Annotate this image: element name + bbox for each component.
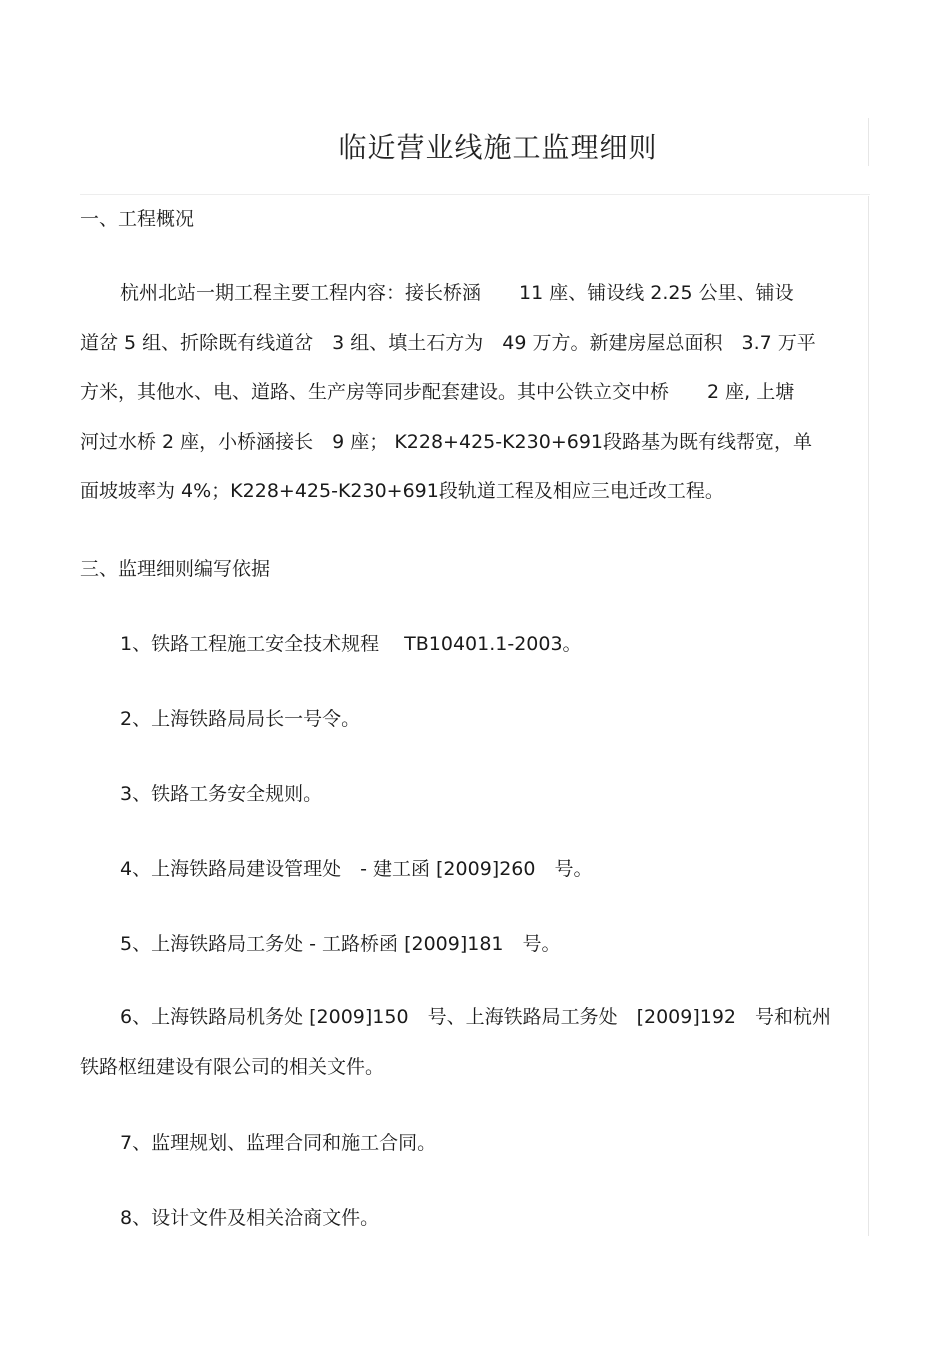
paragraph-line: 铁路枢纽建设有限公司的相关文件。 [80,1055,385,1078]
list-item: 3、铁路工务安全规则。 [120,783,323,805]
paragraph-line: 方米，其他水、电、道路、生产房等同步配套建设。其中公铁立交中桥 2 座, 上塘 [80,381,795,404]
paragraph-line: 6、上海铁路局机务处 [2009]150 号、上海铁路局工务处 [2009]192 号和杭州 [120,1006,832,1028]
list-item: 1、铁路工程施工安全技术规程 TB10401.1-2003。 [120,633,582,655]
header-divider [80,194,870,195]
list-item: 7、监理规划、监理合同和施工合同。 [120,1132,437,1154]
paragraph-line: 道岔 5 组、折除既有线道岔 3 组、填土石方为 49 万方。新建房屋总面积 3.7 万平 [80,331,816,354]
page-title: 临近营业线施工监理细则 [338,131,658,164]
list-item: 8、设计文件及相关洽商文件。 [120,1207,380,1229]
section-heading-basis: 三、监理细则编写依据 [80,558,271,580]
paragraph-line: 杭州北站一期工程主要工程内容：接长桥涵 11 座、铺设线 2.25 公里、铺设 [120,282,794,304]
overview-paragraph [80,280,868,528]
list-item-6 [80,1004,868,1103]
paragraph-line: 面坡坡率为 4%；K228+425-K230+691段轨道工程及相应三电迁改工程。 [80,480,724,503]
list-item: 2、上海铁路局局长一号令。 [120,708,361,730]
list-item: 4、上海铁路局建设管理处 - 建工函 [2009]260 号。 [120,858,593,880]
list-item: 5、上海铁路局工务处 - 工路桥函 [2009]181 号。 [120,933,561,955]
margin-rule [868,196,869,1236]
section-heading-overview: 一、工程概况 [80,208,195,230]
paragraph-line: 河过水桥 2 座，小桥涵接长 9 座； K228+425-K230+691段路基为既有线帮宽，单 [80,430,813,453]
